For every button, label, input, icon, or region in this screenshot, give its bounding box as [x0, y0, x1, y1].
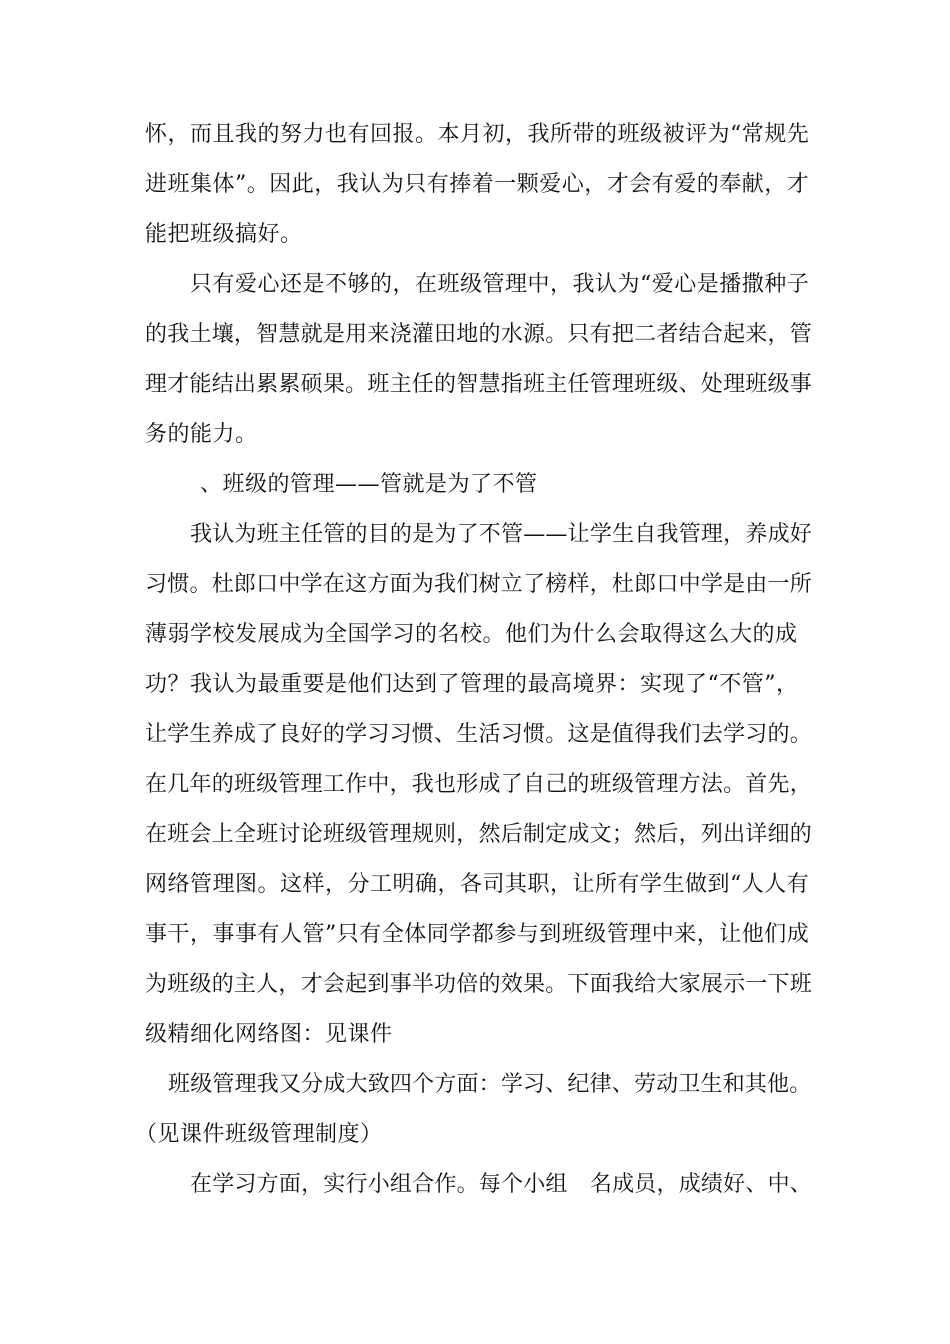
text-line: 在班会上全班讨论班级管理规则，然后制定成文；然后，列出详细的: [145, 822, 813, 847]
text-line: 网络管理图。这样，分工明确，各司其职，让所有学生做到“人人有: [145, 872, 810, 897]
text-line: 能把班级搞好。: [145, 222, 303, 247]
text-line: 薄弱学校发展成为全国学习的名校。他们为什么会取得这么大的成: [145, 622, 798, 647]
text-line: 理才能结出累累硕果。班主任的智慧指班主任管理班级、处理班级事: [145, 372, 813, 397]
text-line: 我认为班主任管的目的是为了不管——让学生自我管理，养成好: [190, 522, 813, 547]
text-line: 功？我认为最重要是他们达到了管理的最高境界：实现了“不管”，: [145, 672, 799, 697]
text-line: 在几年的班级管理工作中，我也形成了自己的班级管理方法。首先，: [145, 772, 813, 797]
text-line: 级精细化网络图：见课件: [145, 1022, 393, 1047]
text-line: 只有爱心还是不够的，在班级管理中，我认为“爱心是播撒种子: [190, 272, 810, 297]
text-line: 在学习方面，实行小组合作。每个小组 名成员，成绩好、中、: [190, 1172, 813, 1197]
text-line: 班级管理我又分成大致四个方面：学习、纪律、劳动卫生和其他。: [168, 1072, 812, 1097]
text-line: 为班级的主人，才会起到事半功倍的效果。下面我给大家展示一下班: [145, 972, 813, 997]
text-line: 让学生养成了良好的学习习惯、生活习惯。这是值得我们去学习的。: [145, 722, 813, 747]
section-heading: 、班级的管理——管就是为了不管: [200, 472, 538, 497]
text-line: 事干，事事有人管”只有全体同学都参与到班级管理中来，让他们成: [145, 922, 810, 947]
text-line: 习惯。杜郎口中学在这方面为我们树立了榜样，杜郎口中学是由一所: [145, 572, 813, 597]
text-line: （见课件班级管理制度）: [135, 1122, 383, 1147]
text-line: 的我土壤，智慧就是用来浇灌田地的水源。只有把二者结合起来，管: [145, 322, 813, 347]
text-line: 怀，而且我的努力也有回报。本月初，我所带的班级被评为“常规先: [145, 122, 810, 147]
text-line: 进班集体”。因此，我认为只有捧着一颗爱心，才会有爱的奉献，才: [145, 172, 810, 197]
text-line: 务的能力。: [145, 422, 258, 447]
